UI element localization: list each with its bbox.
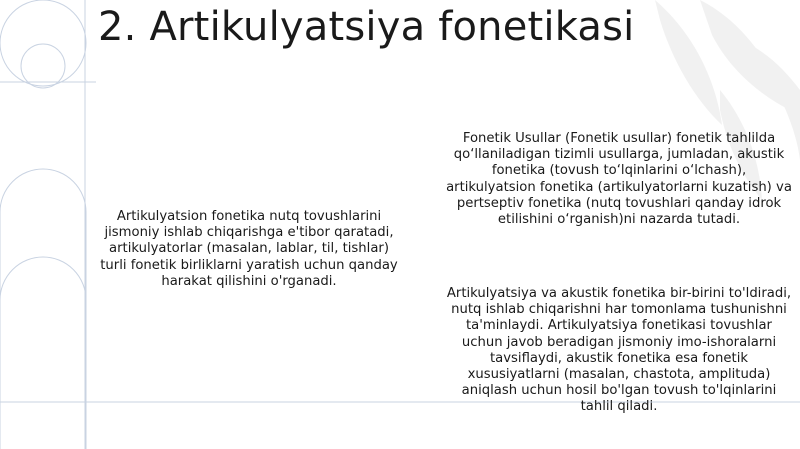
paragraph-articulatory-phonetics: Artikulyatsion fonetika nutq tovushlarini jismoniy ishlab chiqarishga e'tibor qaratadi, artikulyatorlar (masalan, lablar, til, tishlar) turli fonetik birliklarni yaratish uchun qanday harakat qilishini o'rganadi. <box>100 209 398 289</box>
paragraph-articulatory-acoustic-comparison: Artikulyatsiya va akustik fonetika bir-birini to'ldiradi, nutq ishlab chiqarishni har tomonlama tushunishni ta'minlaydi. Artikulyatsiya fonetikasi tovushlar uchun javob beradigan jismoniy imo-ishoralarni tavsiflaydi, akustik fonetika esa fonetik xususiyatlarni (masalan, chastota, amplituda) aniqlash uchun hosil bo'lgan tovush to'lqinlarini tahlil qiladi. <box>446 286 792 415</box>
slide-title: 2. Artikulyatsiya fonetikasi <box>98 4 635 50</box>
paragraph-phonetic-methods: Fonetik Usullar (Fonetik usullar) fonetik tahlilda qo‘llaniladigan tizimli usullarga, jumladan, akustik fonetika (tovush to‘lqinlarini o‘lchash), artikulyatsion fonetika (artikulyatorlarni kuzatish) va pertseptiv fonetika (nutq tovushlari qanday idrok etilishini o‘rganish)ni nazarda tutadi. <box>446 131 792 228</box>
